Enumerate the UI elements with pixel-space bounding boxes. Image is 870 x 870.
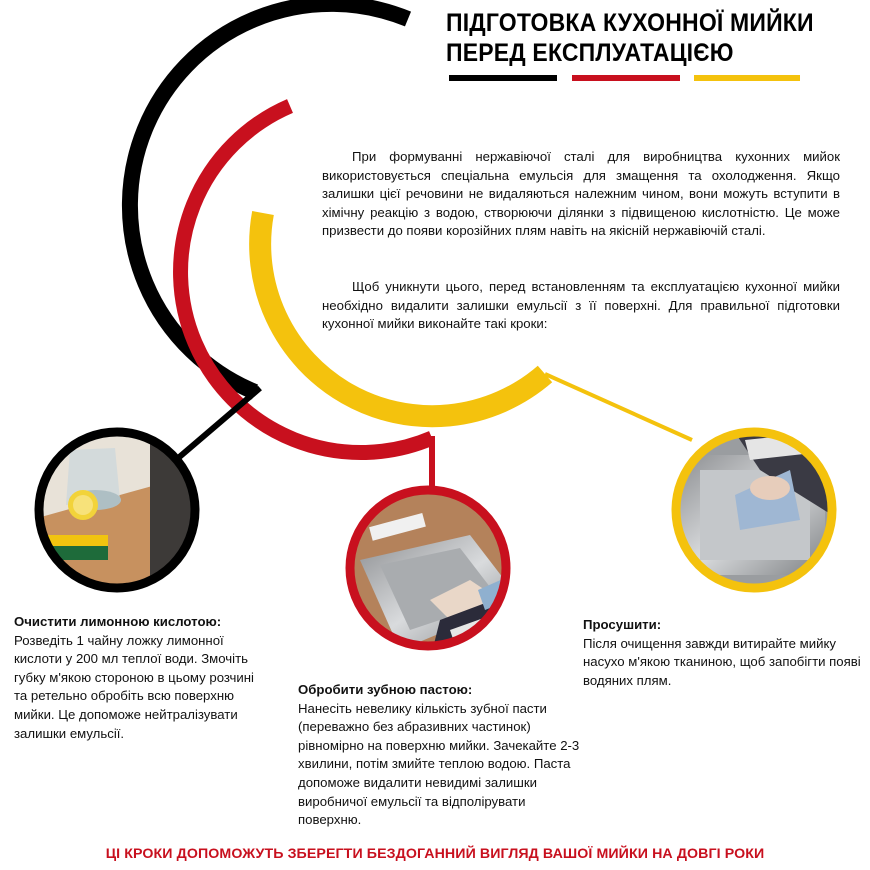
step-heading: Очистити лимонною кислотою: xyxy=(14,614,222,629)
step-heading: Обробити зубною пастою: xyxy=(298,682,473,697)
step-drying xyxy=(583,616,868,690)
connector-black xyxy=(170,388,260,465)
connector-yellow xyxy=(545,374,692,440)
intro-paragraph-1-text: При формуванні нержавіючої сталі для виробництва кухонних мийок використовується спеціальна емульсія для змащення та охолодження. Якщо залишки цієї речовини не видаляються належним чином, вони можуть вступити в хімічну реакцію з водою, створюючи ділянки з підвищеною кислотністю. Це може призвести до появи корозійних плям навіть на якісній нержавіючій сталі. xyxy=(322,149,840,239)
step-heading: Просушити: xyxy=(583,617,662,632)
title-line-1: ПІДГОТОВКА КУХОННОЇ МИЙКИ xyxy=(446,9,814,37)
intro-paragraph-1 xyxy=(322,148,840,241)
title-stripe-black xyxy=(449,75,557,81)
page-title xyxy=(446,8,832,68)
title-stripe-red xyxy=(572,75,680,81)
title-line-2: ПЕРЕД ЕКСПЛУАТАЦІЄЮ xyxy=(446,39,734,67)
lemon-water-sponge-photo xyxy=(30,420,210,600)
intro-paragraph-2-text: Щоб уникнути цього, перед встановленням та експлуатацією кухонної мийки необхідно видалити залишки емульсії з її поверхні. Для правильної підготовки кухонної мийки виконайте такі кроки: xyxy=(322,279,840,332)
drying-cloth-photo xyxy=(670,425,840,595)
toothpaste-sink-photo xyxy=(340,480,520,660)
step-text: Після очищення завжди витирайте мийку насухо м'якою тканиною, щоб запобігти появі водяних плям. xyxy=(583,635,861,688)
step-lemon-acid xyxy=(14,613,269,743)
title-stripe-yellow xyxy=(694,75,800,81)
step-text: Нанесіть невелику кількість зубної пасти (переважно без абразивних частинок) рівномірно на поверхню мийки. Зачекайте 2-3 хвилини, потім змийте теплою водою. Паста допоможе видалити невидимі залишки виробничої емульсії та відполірувати поверхню. xyxy=(298,700,580,828)
intro-paragraph-2 xyxy=(322,278,840,334)
step-toothpaste xyxy=(298,681,588,830)
step-text: Розведіть 1 чайну ложку лимонної кислоти у 200 мл теплої води. Змочіть губку м'якою стороною в цьому розчині та ретельно обробіть всю поверхню мийки. Це допоможе нейтралізувати залишки емульсії. xyxy=(14,632,254,741)
footer-note: ЦІ КРОКИ ДОПОМОЖУТЬ ЗБЕРЕГТИ БЕЗДОГАННИЙ ВИГЛЯД ВАШОЇ МИЙКИ НА ДОВГІ РОКИ xyxy=(105,846,765,862)
